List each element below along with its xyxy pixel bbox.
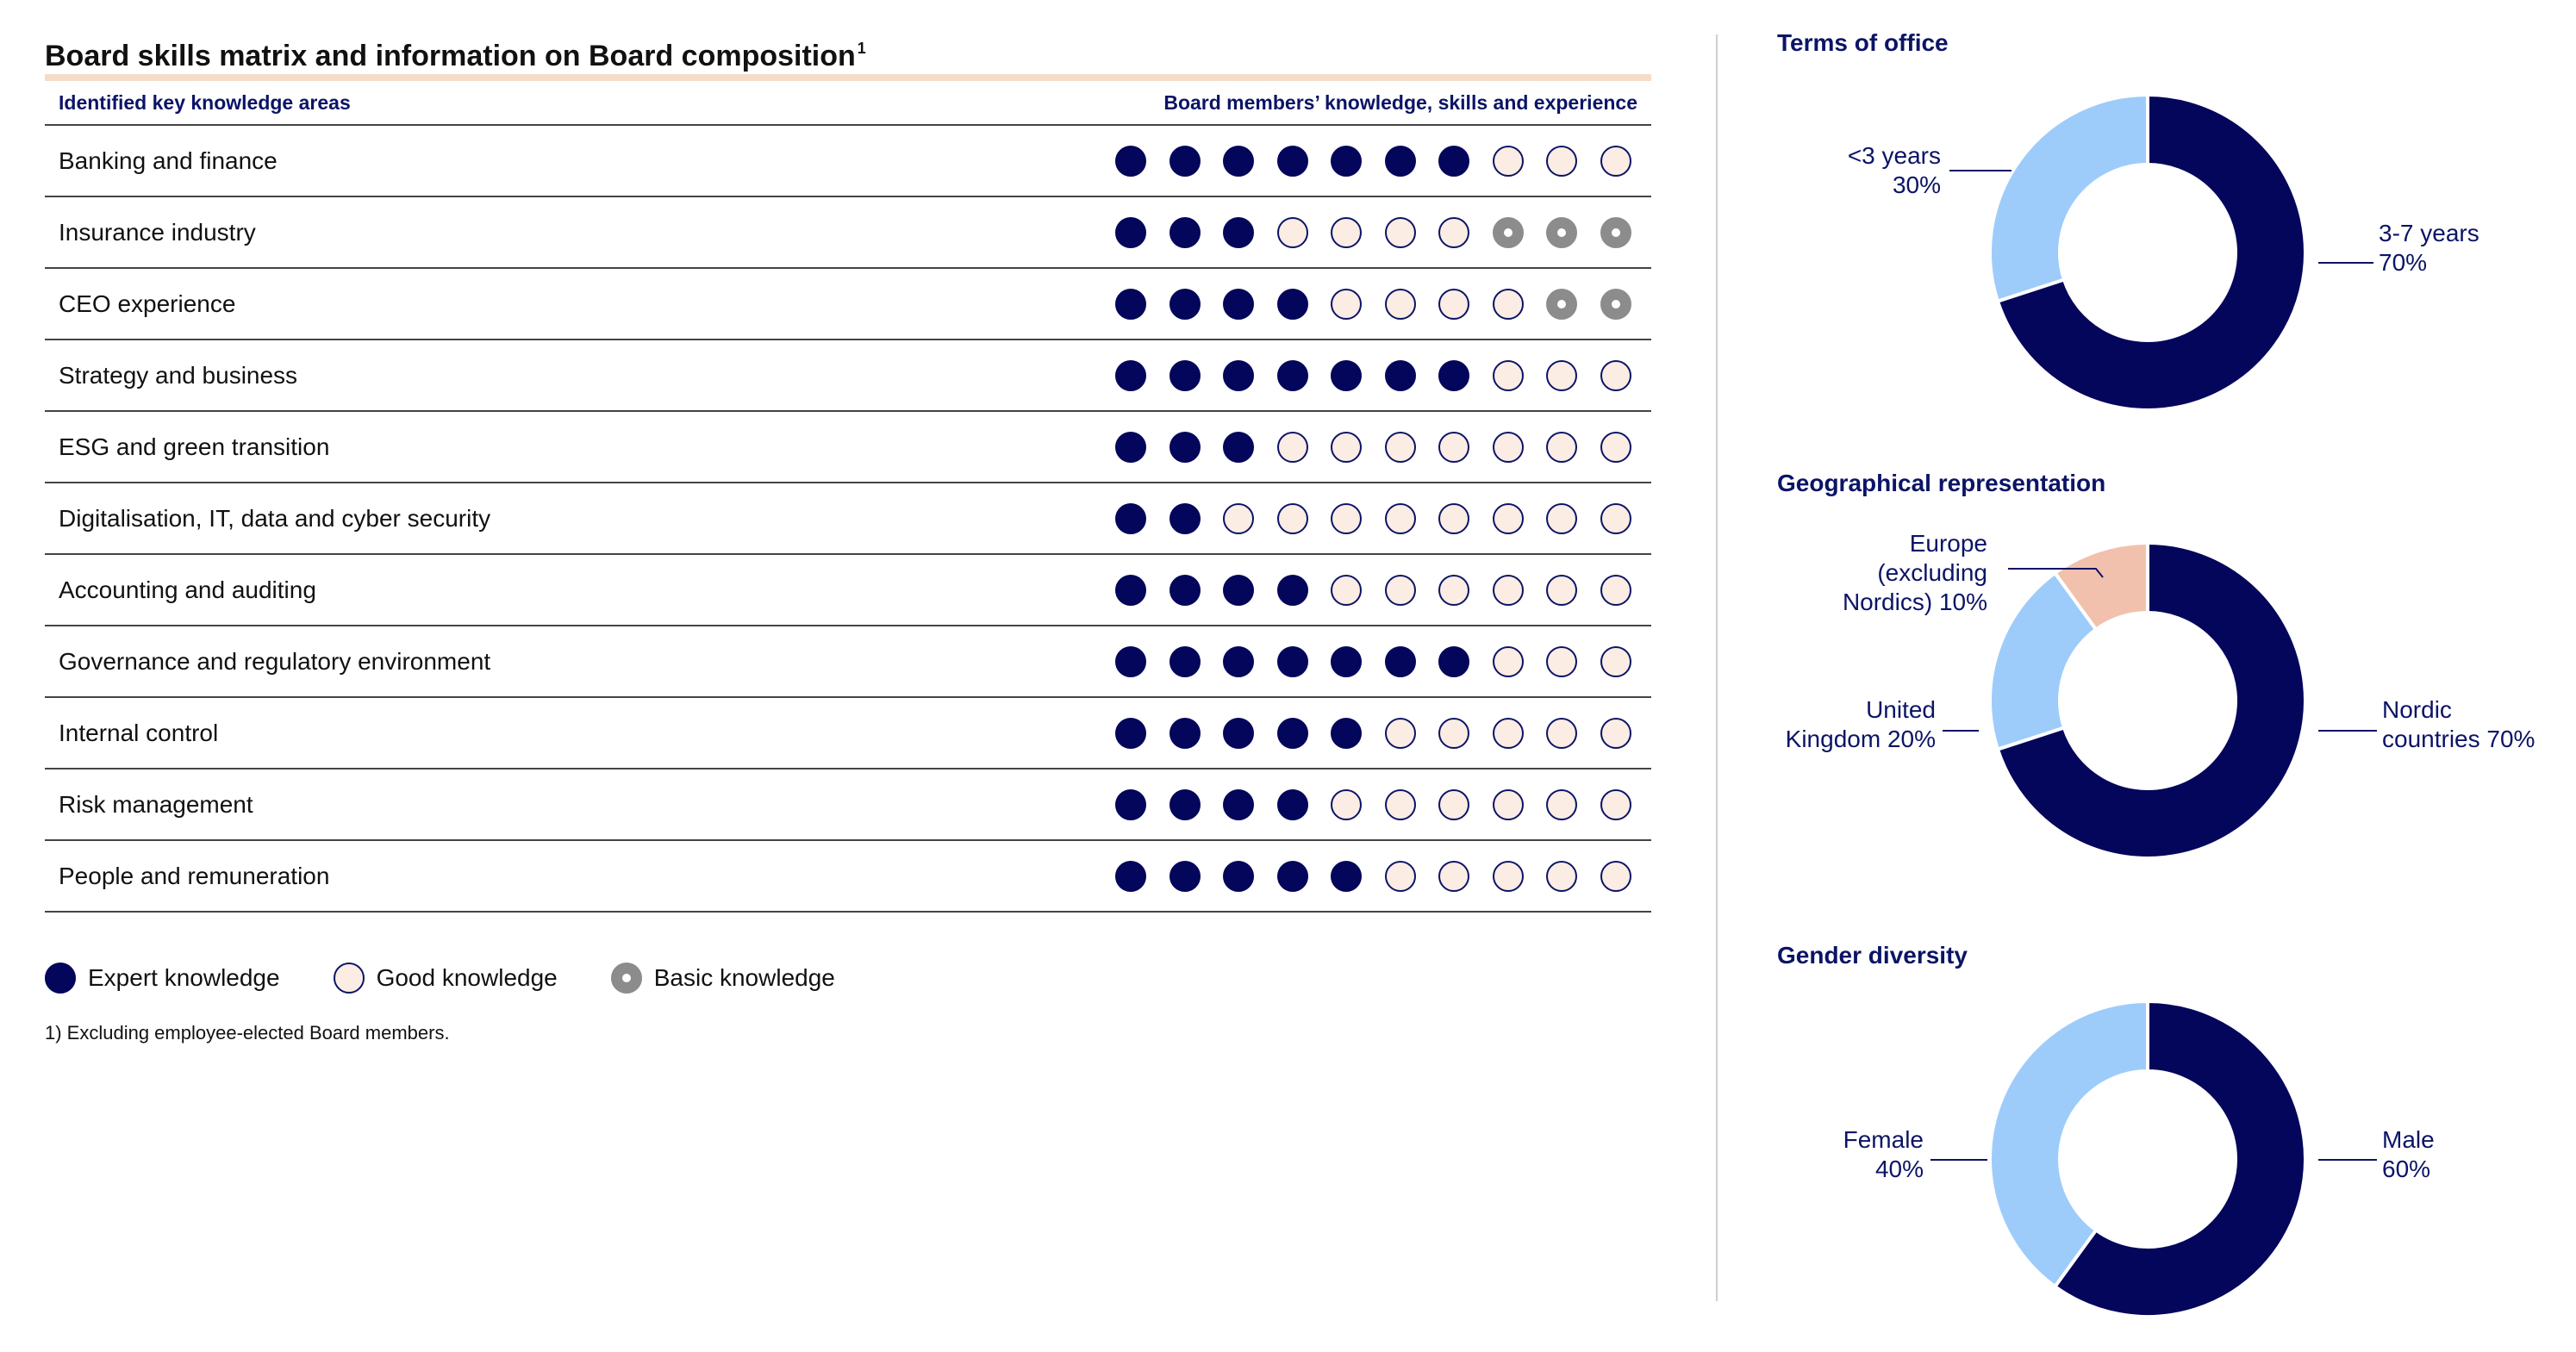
skill-dots [1115,769,1631,839]
good-dot-icon [1385,503,1416,534]
matrix-row [45,483,1651,555]
matrix-header [45,81,1651,126]
expert-dot-icon [1169,503,1201,534]
good-dot-icon [1493,289,1524,320]
expert-dot-icon [1223,718,1254,749]
good-dot-icon [1546,503,1577,534]
good-dot-icon [1546,789,1577,820]
expert-dot-icon [1169,575,1201,606]
matrix-row [45,126,1651,197]
expert-dot-icon [1115,646,1146,677]
expert-dot-icon [1115,789,1146,820]
skill-dots [1115,340,1631,410]
good-dot-icon [1600,646,1631,677]
expert-dot-icon [1115,146,1146,177]
matrix-row [45,841,1651,913]
legend-item-good [334,963,558,994]
slice-label-line: 3-7 years [2379,220,2479,246]
basic-dot-icon [1546,289,1577,320]
matrix-rows [45,126,1651,913]
expert-dot-icon [1169,432,1201,463]
expert-dot-icon [1277,360,1308,391]
matrix-row [45,269,1651,340]
good-dot-icon [1546,432,1577,463]
knowledge-area-label: People and remuneration [59,863,330,889]
expert-dot-icon [1169,646,1201,677]
good-dot-icon [1546,646,1577,677]
expert-dot-icon [1277,718,1308,749]
expert-dot-icon [1331,646,1362,677]
expert-dot-icon [1277,861,1308,892]
expert-dot-icon [1438,146,1469,177]
expert-dot-icon [1277,575,1308,606]
expert-dot-icon [1115,718,1146,749]
slice-label-line: 70% [2379,249,2428,276]
chart-title-terms: Terms of office [1777,29,1949,56]
good-dot-icon [1438,289,1469,320]
matrix-row [45,197,1651,269]
matrix-row [45,555,1651,626]
good-dot-icon [1493,503,1524,534]
chart-title-geography: Geographical representation [1777,470,2106,496]
expert-dot-icon [1385,146,1416,177]
legend [45,961,889,995]
skill-dots [1115,412,1631,482]
skill-dots [1115,626,1631,696]
slice-label-line: 40% [1874,1156,1924,1182]
expert-dot-icon [1223,360,1254,391]
expert-dot-icon [1169,789,1201,820]
good-dot-icon [1438,718,1469,749]
footnote: 1) Excluding employee-elected Board members. [45,1022,450,1044]
good-dot-icon [1438,503,1469,534]
good-dot-icon [1493,789,1524,820]
slice-label-line: 30% [1892,171,1941,198]
good-dot-icon [334,963,365,994]
slice-label [1786,696,1936,752]
expert-dot-icon [1223,575,1254,606]
good-dot-icon [1600,503,1631,534]
good-dot-icon [1277,217,1308,248]
expert-dot-icon [1115,861,1146,892]
knowledge-area-label: Insurance industry [59,219,256,246]
good-dot-icon [1546,718,1577,749]
expert-dot-icon [1223,146,1254,177]
matrix-title-text: Board skills matrix and information on Board composition [45,40,856,72]
matrix-row [45,769,1651,841]
basic-dot-icon [611,963,642,994]
expert-dot-icon [1331,718,1362,749]
skill-dots [1115,126,1631,196]
skill-dots [1115,197,1631,267]
expert-dot-icon [1115,575,1146,606]
expert-dot-icon [1115,432,1146,463]
slice-label [1843,530,1987,615]
good-dot-icon [1493,718,1524,749]
good-dot-icon [1600,146,1631,177]
slice-label-line: Europe [1909,530,1987,557]
expert-dot-icon [1223,646,1254,677]
slice-label [2379,220,2479,276]
skill-dots [1115,269,1631,339]
expert-dot-icon [1385,646,1416,677]
slice-label [1843,1126,1924,1182]
good-dot-icon [1331,432,1362,463]
expert-dot-icon [1223,289,1254,320]
expert-dot-icon [1115,217,1146,248]
expert-dot-icon [1169,146,1201,177]
expert-dot-icon [1169,217,1201,248]
slice-label-line: Nordics) 10% [1842,589,1987,615]
slice-label-line: Nordic [2382,696,2452,723]
expert-dot-icon [1115,360,1146,391]
slice-label-line: United [1866,696,1936,723]
expert-dot-icon [1115,503,1146,534]
expert-dot-icon [1438,646,1469,677]
basic-dot-icon [1493,217,1524,248]
slice-label-line: Female [1843,1126,1924,1153]
good-dot-icon [1546,575,1577,606]
legend-label-expert: Expert knowledge [88,964,280,991]
good-dot-icon [1331,789,1362,820]
matrix-title [45,24,1651,72]
slice-label [2382,1126,2435,1182]
expert-dot-icon [1331,146,1362,177]
good-dot-icon [1546,360,1577,391]
expert-dot-icon [1277,789,1308,820]
matrix-row [45,340,1651,412]
expert-dot-icon [1169,861,1201,892]
expert-dot-icon [1115,289,1146,320]
skills-matrix [45,24,1651,913]
good-dot-icon [1331,575,1362,606]
good-dot-icon [1331,503,1362,534]
good-dot-icon [1600,575,1631,606]
slice-label-line: Kingdom 20% [1785,726,1936,752]
slice-label-line: (excluding [1877,559,1987,586]
good-dot-icon [1331,289,1362,320]
vertical-divider [1716,34,1718,1301]
skill-dots [1115,555,1631,625]
donut-slice [1990,95,2148,302]
legend-item-expert [45,963,280,994]
knowledge-area-label: Governance and regulatory environment [59,648,491,675]
expert-dot-icon [45,963,76,994]
expert-dot-icon [1385,360,1416,391]
expert-dot-icon [1438,360,1469,391]
good-dot-icon [1493,575,1524,606]
good-dot-icon [1546,146,1577,177]
donut-chart-gender-diversity [1741,991,2568,1336]
good-dot-icon [1493,146,1524,177]
expert-dot-icon [1169,718,1201,749]
good-dot-icon [1331,217,1362,248]
good-dot-icon [1438,861,1469,892]
good-dot-icon [1493,646,1524,677]
knowledge-area-label: Strategy and business [59,362,298,389]
expert-dot-icon [1223,217,1254,248]
slice-label-line: countries 70% [2382,726,2535,752]
title-rule [45,74,1651,81]
good-dot-icon [1600,718,1631,749]
slice-label [2382,696,2535,752]
donut-chart-terms-of-office [1741,78,2568,439]
legend-label-good: Good knowledge [376,964,558,991]
good-dot-icon [1493,432,1524,463]
good-dot-icon [1385,789,1416,820]
basic-dot-icon [1600,217,1631,248]
skill-dots [1115,483,1631,553]
good-dot-icon [1493,861,1524,892]
header-board-members: Board members’ knowledge, skills and experience [1163,91,1637,114]
skill-dots [1115,698,1631,768]
expert-dot-icon [1277,646,1308,677]
knowledge-area-label: Digitalisation, IT, data and cyber security [59,505,491,532]
knowledge-area-label: ESG and green transition [59,433,330,460]
expert-dot-icon [1331,360,1362,391]
knowledge-area-label: Banking and finance [59,147,278,174]
good-dot-icon [1600,432,1631,463]
expert-dot-icon [1277,289,1308,320]
good-dot-icon [1385,432,1416,463]
good-dot-icon [1385,217,1416,248]
slice-label [1848,142,1941,198]
matrix-row [45,626,1651,698]
expert-dot-icon [1223,861,1254,892]
skill-dots [1115,841,1631,911]
slice-label-line: Male [2382,1126,2435,1153]
chart-title-gender: Gender diversity [1777,942,1968,969]
good-dot-icon [1493,360,1524,391]
good-dot-icon [1438,432,1469,463]
knowledge-area-label: Internal control [59,720,219,746]
knowledge-area-label: Accounting and auditing [59,576,316,603]
expert-dot-icon [1169,289,1201,320]
title-footnote-mark: 1 [857,40,866,57]
expert-dot-icon [1331,861,1362,892]
good-dot-icon [1277,432,1308,463]
good-dot-icon [1600,789,1631,820]
slice-label-line: <3 years [1847,142,1941,169]
matrix-row [45,412,1651,483]
expert-dot-icon [1223,789,1254,820]
good-dot-icon [1223,503,1254,534]
knowledge-area-label: CEO experience [59,290,236,317]
header-knowledge-areas: Identified key knowledge areas [59,91,351,114]
legend-label-basic: Basic knowledge [653,964,835,991]
good-dot-icon [1385,861,1416,892]
basic-dot-icon [1600,289,1631,320]
good-dot-icon [1546,861,1577,892]
good-dot-icon [1600,360,1631,391]
good-dot-icon [1385,289,1416,320]
good-dot-icon [1385,718,1416,749]
basic-dot-icon [1546,217,1577,248]
good-dot-icon [1385,575,1416,606]
expert-dot-icon [1277,146,1308,177]
good-dot-icon [1438,217,1469,248]
good-dot-icon [1600,861,1631,892]
expert-dot-icon [1169,360,1201,391]
good-dot-icon [1277,503,1308,534]
matrix-row [45,698,1651,769]
expert-dot-icon [1223,432,1254,463]
good-dot-icon [1438,789,1469,820]
knowledge-area-label: Risk management [59,791,253,818]
good-dot-icon [1438,575,1469,606]
legend-item-basic [611,963,835,994]
donut-chart-geographical-representation [1741,517,2568,905]
slice-label-line: 60% [2382,1156,2431,1182]
